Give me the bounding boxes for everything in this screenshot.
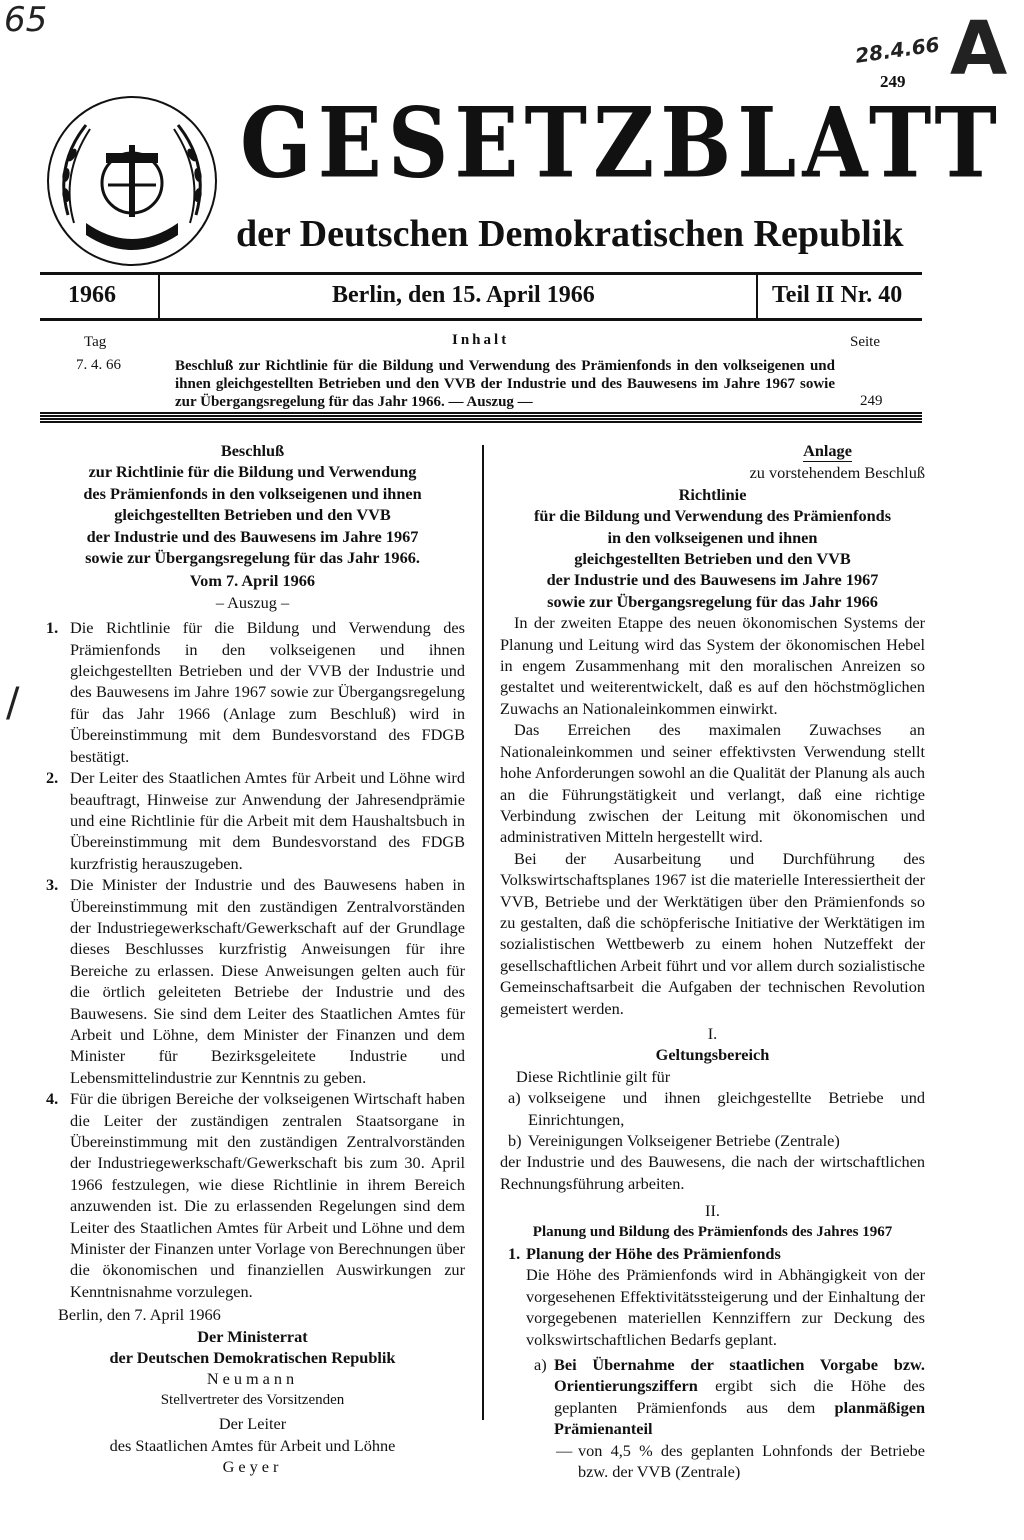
item-number: 2. — [46, 768, 59, 788]
signature-body: der Deutschen Demokratischen Republik — [109, 1348, 396, 1368]
contents-entry-date: 7. 4. 66 — [76, 357, 121, 373]
item-number: 3. — [46, 875, 59, 895]
item-text: Die Richtlinie für die Bildung und Verwendung des Prämienfonds in den volkseigenen und ihnen gleichgestellten Betrieben und der VVB der Industrie und des Bauwesens im Jahre 1967 sowie zur Übergangsregelung für das Jahr 1966 (Anlage zum Beschluß) wird in Übereinstimmung mit dem Bundesvorstand des FDGB bestätigt. — [70, 618, 465, 766]
signature-role: des Staatlichen Amtes für Arbeit und Löhne — [109, 1435, 396, 1455]
column-separator — [482, 445, 484, 1420]
item-text: von 4,5 % des geplanten Lohnfonds der Betriebe bzw. der VVB (Zentrale) — [578, 1440, 925, 1482]
left-column — [40, 440, 465, 1478]
title-line: gleichgestellten Betrieben und den VVB — [574, 549, 851, 569]
contents-entry-page: 249 — [860, 393, 883, 409]
contents-label-page: Seite — [850, 334, 880, 350]
resolution-date: Vom 7. April 1966 — [189, 571, 316, 591]
annex-heading — [500, 440, 925, 462]
subsection-heading: Planung der Höhe des Prämienfonds — [526, 1244, 781, 1264]
item-bold-text: planmäßigen Prämienanteil — [554, 1397, 925, 1439]
signature-block — [40, 1304, 465, 1477]
contents-rule — [40, 412, 922, 423]
signature-name: Neumann — [206, 1369, 299, 1389]
section-intro: Diese Richtlinie gilt für — [516, 1066, 671, 1086]
item-letter: a) — [534, 1355, 547, 1375]
subsection-number: 1. — [508, 1244, 521, 1264]
section-closing: der Industrie und des Bauwesens, die nach der wirtschaftlichen Rechnungsführung arbeiten. — [500, 1152, 925, 1193]
title-line: sowie zur Übergangsregelung für das Jahr 1966 — [547, 591, 878, 611]
title-line: Richtlinie — [678, 484, 747, 504]
handwritten-date-stamp: 28.4.66 — [853, 32, 942, 68]
handwritten-number: 65 — [4, 0, 48, 40]
contents-label-date: Tag — [84, 334, 107, 350]
section-numeral: II. — [705, 1201, 720, 1221]
masthead-title: GESETZBLATT — [240, 85, 1003, 200]
item-text: Für die übrigen Bereiche der volkseigenen Wirtschaft haben die Leiter der zuständigen zentralen Staatsorgane in Übereinstimmung mit den zuständigen Zentralvorständen der Industriegewerkschaft/Gewerkschaft bis zum 30. April 1966 festzulegen, wie diese Richtlinie in ihrem Bereich anzuwenden ist. Die zu erlassenden Regelungen sind dem Leiter des Staatlichen Amtes für Arbeit und Löhne und dem Minister der Finanzen unter Vorlage von Berechnungen über die ökonomischen und finanziellen Auswirkungen zur Kenntnisnahme vorzulegen. — [70, 1089, 466, 1301]
guideline-title — [500, 484, 925, 612]
list-item — [526, 1354, 925, 1440]
annex-sub: zu vorstehendem Beschluß — [749, 463, 925, 483]
handwritten-margin-mark: / — [6, 680, 20, 726]
item-text: Vereinigungen Volkseigener Betriebe (Zentrale) — [528, 1131, 840, 1150]
handwritten-letter: A — [950, 6, 1008, 92]
state-emblem — [46, 95, 218, 267]
section-numeral: I. — [707, 1023, 718, 1043]
title-line: des Prämienfonds in den volkseigenen und ihnen — [83, 483, 422, 503]
title-line: der Industrie und des Bauwesens im Jahre 1967 — [546, 570, 879, 590]
title-line: der Industrie und des Bauwesens im Jahre 1967 — [86, 526, 419, 546]
list-item — [500, 1087, 925, 1130]
header-place-date: Berlin, den 15. April 1966 — [332, 282, 595, 308]
list-item — [40, 874, 465, 1088]
section-heading: Geltungsbereich — [655, 1045, 770, 1065]
title-line: für die Bildung und Verwendung des Prämienfonds — [533, 506, 892, 526]
paragraph: In der zweiten Etappe des neuen ökonomischen Systems der Planung und Leitung wird das System der ökonomischen Hebel in engem Zusammenhang mit den moralischen Anreizen so gestaltet und weiterentwickelt, daß es auf den höchstmöglichen Zuwachs an Nationaleinkommen einwirkt. — [500, 613, 925, 718]
item-text: ergibt sich die Höhe des geplanten Prämienfonds aus dem — [554, 1376, 925, 1417]
header-rule-top — [40, 272, 922, 275]
list-item — [40, 767, 465, 874]
item-number: 4. — [46, 1089, 59, 1109]
page-number: 249 — [880, 72, 906, 91]
item-letter: a) — [508, 1088, 521, 1108]
list-item — [500, 1130, 925, 1151]
subsection-text: Die Höhe des Prämienfonds wird in Abhängigkeit von der vorgesehenen Effektivitätssteigerung und der Einhaltung der vorgegebenen materiellen Kennziffern zur Deckung des volkswirtschaftlichen Bedarfs geplant. — [526, 1265, 925, 1349]
section-heading: Planung und Bildung des Prämienfonds des Jahres 1967 — [532, 1223, 893, 1240]
subsection — [500, 1243, 925, 1482]
header-divider — [756, 275, 758, 318]
dash-item — [526, 1440, 925, 1483]
item-text: volkseigene und ihnen gleichgestellte Betriebe und Einrichtungen, — [528, 1088, 925, 1129]
resolution-title — [40, 440, 465, 568]
paragraph: Bei der Ausarbeitung und Durchführung des Volkswirtschaftsplanes 1967 ist die materielle Interessiertheit der VVB, Betriebe und der Werktätigen über den Prämienfonds so zu gestalten, daß die schöpferische Initiative der Werktätigen im sozialistischen Wettbewerb zu einem hohen Nutzeffekt der gesellschaftlichen Arbeit führt und vor allem durch sozialistische Gemeinschaftsarbeit die Aufgaben der technischen Revolution gemeistert werden. — [500, 848, 925, 1018]
header-year: 1966 — [68, 282, 116, 308]
masthead-subtitle: der Deutschen Demokratischen Republik — [236, 213, 904, 255]
excerpt-label: – Auszug – — [215, 592, 290, 612]
title-line: gleichgestellten Betrieben und den VVB — [114, 505, 391, 525]
item-bold-text: Bei Übernahme der staatlichen Vorgabe bzw. Orientierungsziffern — [554, 1355, 925, 1396]
right-column — [500, 440, 925, 1483]
title-line: in den volkseigenen und ihnen — [607, 527, 818, 547]
signature-title: Der Leiter — [218, 1414, 287, 1434]
header-part: Teil II Nr. 40 — [772, 282, 903, 308]
item-number: 1. — [46, 618, 59, 638]
signature-place-date: Berlin, den 7. April 1966 — [58, 1305, 221, 1325]
contents-label-title: Inhalt — [452, 332, 510, 348]
annex-label: Anlage — [803, 440, 852, 462]
item-text: Die Minister der Industrie und des Bauwesens haben in Übereinstimmung mit den zuständigen Zentralvorständen der Industriegewerkschaft/Gewerkschaft auf der Grundlage dieses Beschlusses kurzfristig Anweisungen für ihre Bereiche zu erlassen. Diese Anweisungen gelten auch für die örtlich geleiteten Betriebe der Industrie und des Bauwesens. Sie sind dem Leiter des Staatlichen Amtes für Arbeit und Löhne, dem Minister der Finanzen und dem Minister für Bezirksgeleitete Industrie und Lebensmittelindustrie zur Kenntnis zu geben. — [70, 875, 465, 1087]
title-line: sowie zur Übergangsregelung für das Jahr 1966. — [85, 548, 420, 568]
dash-mark: — — [556, 1440, 573, 1460]
header-divider — [158, 275, 160, 318]
signature-role: Stellvertreter des Vorsitzenden — [160, 1391, 345, 1408]
list-item — [40, 617, 465, 767]
header-rule-bottom — [40, 318, 922, 321]
list-item — [40, 1088, 465, 1302]
contents-entry-text: Beschluß zur Richtlinie für die Bildung und Verwendung des Prämienfonds in den volkseigenen und ihnen gleichgestellten Betrieben und den VVB der Industrie und des Bauwesens im Jahre 1967 sowie zur Übergangsregelung für das Jahr 1966. — Auszug — — [175, 358, 835, 410]
signature-body: Der Ministerrat — [197, 1326, 308, 1346]
item-letter: b) — [508, 1131, 522, 1150]
item-text: Der Leiter des Staatlichen Amtes für Arbeit und Löhne wird beauftragt, Hinweise zur Anwendung der Jahresendprämie und eine Richtlinie für die Arbeit mit dem Haushaltsbuch in Übereinstimmung mit dem Bundesvorstand des FDGB kurzfristig herauszugeben. — [70, 768, 465, 873]
title-line: zur Richtlinie für die Bildung und Verwendung — [88, 462, 417, 482]
title-line: Beschluß — [220, 441, 285, 460]
signature-name: Geyer — [222, 1457, 283, 1477]
paragraph: Das Erreichen des maximalen Zuwachses an Nationaleinkommen und seiner effektivsten Verwendung stellt hohe Anforderungen sowohl an die Qualität der Planung als auch an die Führungstätigkeit und verlangt, daß eine richtige Verbindung zwischen der Leitung mit ökonomischen und administrativen Mitteln hergestellt wird. — [500, 720, 925, 847]
